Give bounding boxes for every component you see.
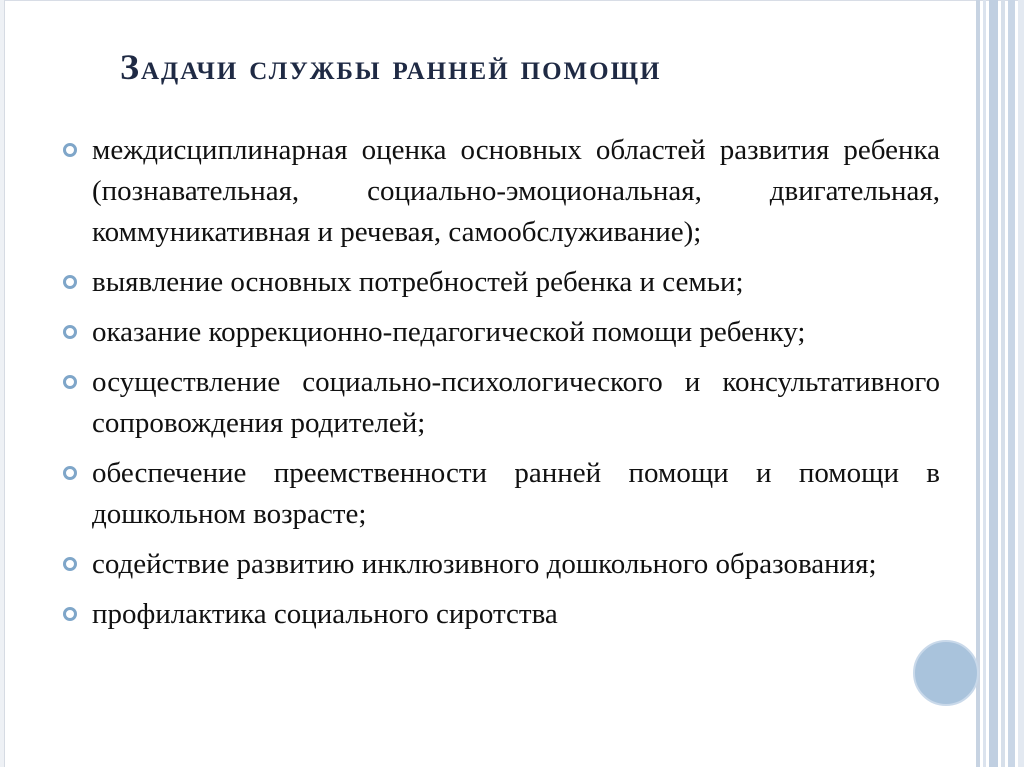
slide-title: Задачи службы ранней помощи	[120, 47, 662, 87]
stripe	[1018, 0, 1024, 767]
task-list	[60, 130, 940, 644]
right-decorative-stripes	[976, 0, 1024, 767]
list-item-text: обеспечение преемственности ранней помощи и помощи в дошкольном возрасте;	[92, 457, 940, 530]
ring-bullet-icon	[63, 607, 77, 621]
ring-bullet-icon	[63, 466, 77, 480]
circle-decoration-icon	[913, 640, 979, 706]
ring-bullet-icon	[63, 275, 77, 289]
stripe	[989, 0, 998, 767]
list-item	[60, 544, 940, 585]
list-item-text: междисциплинарная оценка основных областей развития ребенка (познавательная, социально-эмоциональная, двигательная, коммуникативная и речевая, самообслуживание);	[92, 134, 940, 248]
stripe	[1001, 0, 1005, 767]
list-item	[60, 362, 940, 444]
stripe	[976, 0, 980, 767]
frame-left-border	[0, 0, 5, 767]
list-item	[60, 262, 940, 303]
frame-top-border	[0, 0, 1024, 1]
ring-bullet-icon	[63, 375, 77, 389]
list-item-text: оказание коррекционно-педагогической помощи ребенку;	[92, 316, 806, 348]
list-item-text: осуществление социально-психологического и консультативного сопровождения родителей;	[92, 366, 940, 439]
list-item	[60, 453, 940, 535]
ring-bullet-icon	[63, 557, 77, 571]
ring-bullet-icon	[63, 143, 77, 157]
stripe	[1008, 0, 1015, 767]
list-item-text: профилактика социального сиротства	[92, 598, 558, 630]
list-item	[60, 312, 940, 353]
list-item-text: содействие развитию инклюзивного дошкольного образования;	[92, 548, 877, 580]
ring-bullet-icon	[63, 325, 77, 339]
list-item	[60, 130, 940, 253]
list-item-text: выявление основных потребностей ребенка и семьи;	[92, 266, 744, 298]
stripe	[983, 0, 986, 767]
list-item	[60, 594, 940, 635]
